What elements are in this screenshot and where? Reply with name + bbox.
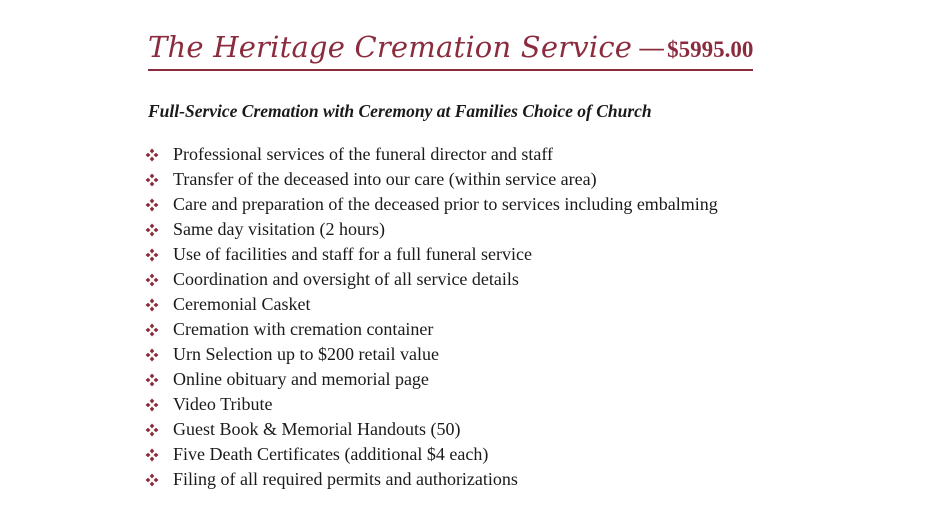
- list-item: [145, 342, 718, 367]
- item-text: Care and preparation of the deceased prior to services including embalming: [173, 194, 718, 214]
- four-diamond-bullet-icon: [145, 348, 159, 362]
- title-dash: —: [638, 33, 666, 64]
- list-item: [145, 367, 718, 392]
- four-diamond-bullet-icon: [145, 198, 159, 212]
- item-text: Urn Selection up to $200 retail value: [173, 344, 439, 364]
- list-item: [145, 267, 718, 292]
- list-item: [145, 142, 718, 167]
- subtitle: Full-Service Cremation with Ceremony at Families Choice of Church: [148, 101, 652, 121]
- item-text: Transfer of the deceased into our care (within service area): [173, 169, 597, 189]
- item-text: Video Tribute: [173, 394, 273, 414]
- item-text: Guest Book & Memorial Handouts (50): [173, 419, 461, 439]
- title-text: The Heritage Cremation Service: [148, 30, 633, 64]
- item-text: Same day visitation (2 hours): [173, 219, 385, 239]
- four-diamond-bullet-icon: [145, 173, 159, 187]
- four-diamond-bullet-icon: [145, 323, 159, 337]
- four-diamond-bullet-icon: [145, 423, 159, 437]
- list-item: [145, 467, 718, 492]
- title-price: $5995.00: [667, 37, 754, 62]
- list-item: [145, 442, 718, 467]
- item-text: Cremation with cremation container: [173, 319, 434, 339]
- item-text: Ceremonial Casket: [173, 294, 311, 314]
- four-diamond-bullet-icon: [145, 398, 159, 412]
- service-items-list: [145, 142, 718, 492]
- item-text: Use of facilities and staff for a full funeral service: [173, 244, 533, 264]
- list-item: [145, 167, 718, 192]
- four-diamond-bullet-icon: [145, 298, 159, 312]
- item-text: Five Death Certificates (additional $4 each): [173, 444, 489, 464]
- four-diamond-bullet-icon: [145, 223, 159, 237]
- list-item: [145, 242, 718, 267]
- four-diamond-bullet-icon: [145, 473, 159, 487]
- four-diamond-bullet-icon: [145, 248, 159, 262]
- four-diamond-bullet-icon: [145, 148, 159, 162]
- item-text: Coordination and oversight of all service details: [173, 269, 519, 289]
- item-text: Online obituary and memorial page: [173, 369, 429, 389]
- page-title: [148, 30, 753, 71]
- four-diamond-bullet-icon: [145, 448, 159, 462]
- list-item: [145, 417, 718, 442]
- item-text: Professional services of the funeral director and staff: [173, 144, 554, 164]
- list-item: [145, 192, 718, 217]
- item-text: Filing of all required permits and authorizations: [173, 469, 518, 489]
- list-item: [145, 217, 718, 242]
- list-item: [145, 292, 718, 317]
- four-diamond-bullet-icon: [145, 373, 159, 387]
- four-diamond-bullet-icon: [145, 273, 159, 287]
- list-item: [145, 392, 718, 417]
- list-item: [145, 317, 718, 342]
